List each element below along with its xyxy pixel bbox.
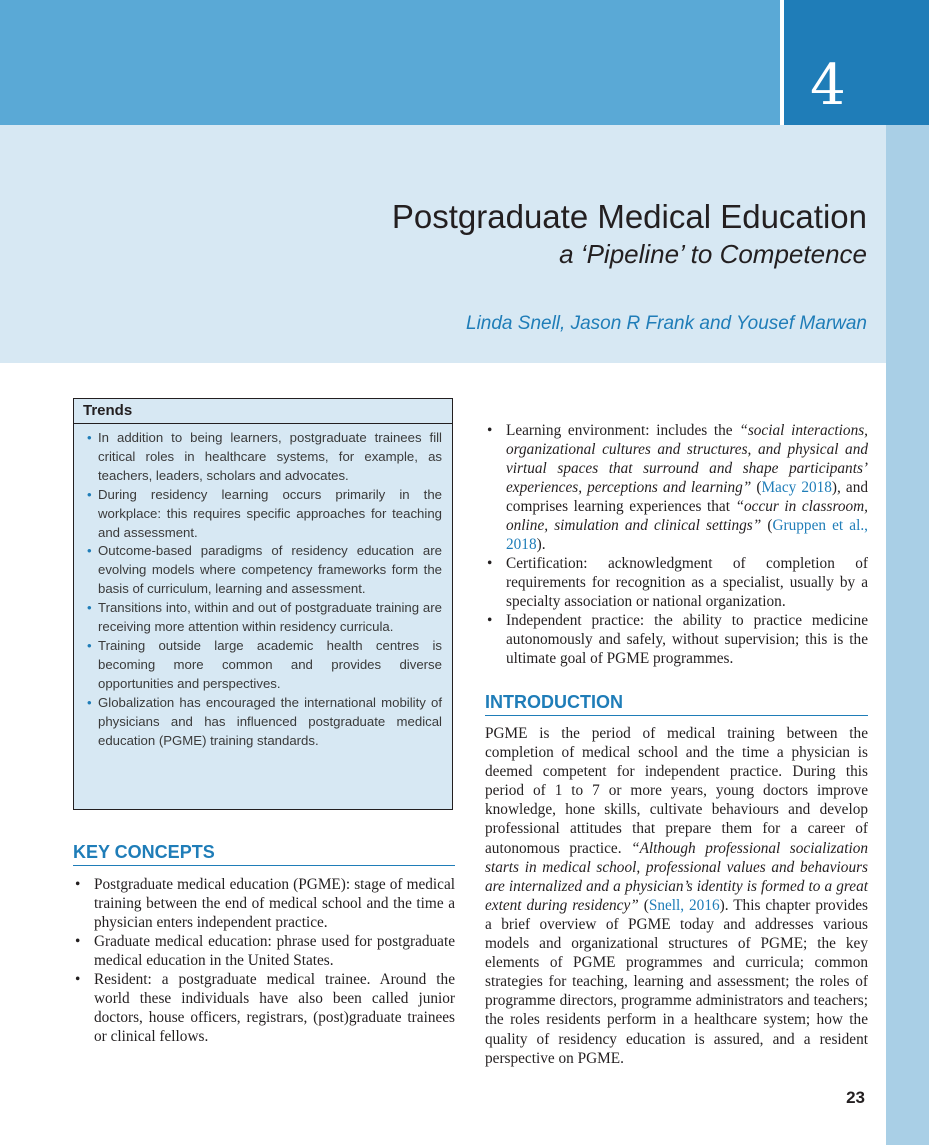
chapter-number: 4	[810, 53, 846, 118]
citation-link[interactable]: Macy 2018	[761, 479, 832, 496]
definition-certification: • Certification: acknowledgment of completion of requirements for recognition as a specialist, usually by a specialty association or national organization.	[487, 555, 868, 610]
trends-item: • During residency learning occurs primarily in the workplace: this requires specific approaches for teaching and assessment.	[87, 486, 442, 540]
trends-item: • Training outside large academic health centres is becoming more common and provides diverse opportunities and perspectives.	[87, 637, 442, 691]
chapter-title: Postgraduate Medical Education	[391, 198, 867, 235]
chapter-authors: Linda Snell, Jason R Frank and Yousef Marwan	[466, 313, 867, 334]
key-concept-item: • Resident: a postgraduate medical trainee. Around the world these individuals have also been called junior doctors, house officers, registrars, (post)graduate trainees or clinical fellows.	[75, 971, 455, 1045]
chapter-number-box	[784, 0, 929, 125]
side-strip	[886, 125, 929, 1145]
page-number: 23	[846, 1088, 865, 1107]
trends-item: • Globalization has encouraged the international mobility of physicians and has influenced postgraduate medical education (PGME) training standards.	[87, 694, 442, 748]
introduction-heading: INTRODUCTION	[485, 692, 868, 716]
chapter-subtitle: a ‘Pipeline’ to Competence	[559, 239, 867, 269]
trends-heading: Trends	[74, 399, 452, 424]
header-band	[0, 0, 780, 125]
definition-independent-practice: • Independent practice: the ability to practice medicine autonomously and safely, without supervision; this is the ultimate goal of PGME programmes.	[487, 612, 868, 667]
key-concept-item: • Graduate medical education: phrase used for postgraduate medical education in the United States.	[75, 933, 455, 969]
trends-item: • Transitions into, within and out of postgraduate training are receiving more attention within residency curricula.	[87, 600, 442, 635]
trends-item: • In addition to being learners, postgraduate trainees fill critical roles in healthcare systems, for example, as teachers, leaders, scholars and advocates.	[87, 430, 442, 483]
definitions-list	[485, 421, 868, 668]
trends-box	[73, 398, 453, 810]
trends-list	[74, 424, 452, 750]
citation-link[interactable]: Gruppen et al., 2018	[506, 517, 868, 553]
key-concepts-list	[73, 875, 455, 1046]
citation-link[interactable]: Snell, 2016	[648, 896, 720, 914]
key-concept-item: • Postgraduate medical education (PGME): stage of medical training between the end of medical school and the time a physician enters independent practice.	[75, 876, 455, 931]
key-concepts-heading: KEY CONCEPTS	[73, 842, 455, 866]
trends-item: • Outcome-based paradigms of residency education are evolving models where competency frameworks form the basis of curriculum, learning and assessment.	[87, 543, 442, 597]
introduction-paragraph: PGME is the period of medical training between the completion of medical school and the time a physician is deemed competent for independent practice. During this period of 1 to 7 or more years, young doctors improve knowledge, hone skills, cultivate behaviours and develop professional attitudes that prepare them for a career of autonomous practice. “Although professional socialization starts in medical school, professional values and behaviours are internalized and a physician’s identity is formed to a great extent during residency” (Snell, 2016). This chapter provides a brief overview of PGME today and addresses various models and organizational structures of PGME; the key elements of PGME programmes and curricula; common strategies for teaching, learning and assessment; the roles of programme directors, programme administrators and teachers; the roles residents perform in a healthcare system; how the quality of residency education is assured, and a resident perspective on PGME.	[485, 725, 868, 1067]
definition-learning-environment: • Learning environment: includes the “social interactions, organizational cultures and structures, and physical and virtual spaces that surround and shape participants’ experiences, perceptions and learning” (Macy 2018), and comprises learning experiences that “occur in classroom, online, simulation and clinical settings” (Gruppen et al., 2018).	[487, 422, 868, 553]
